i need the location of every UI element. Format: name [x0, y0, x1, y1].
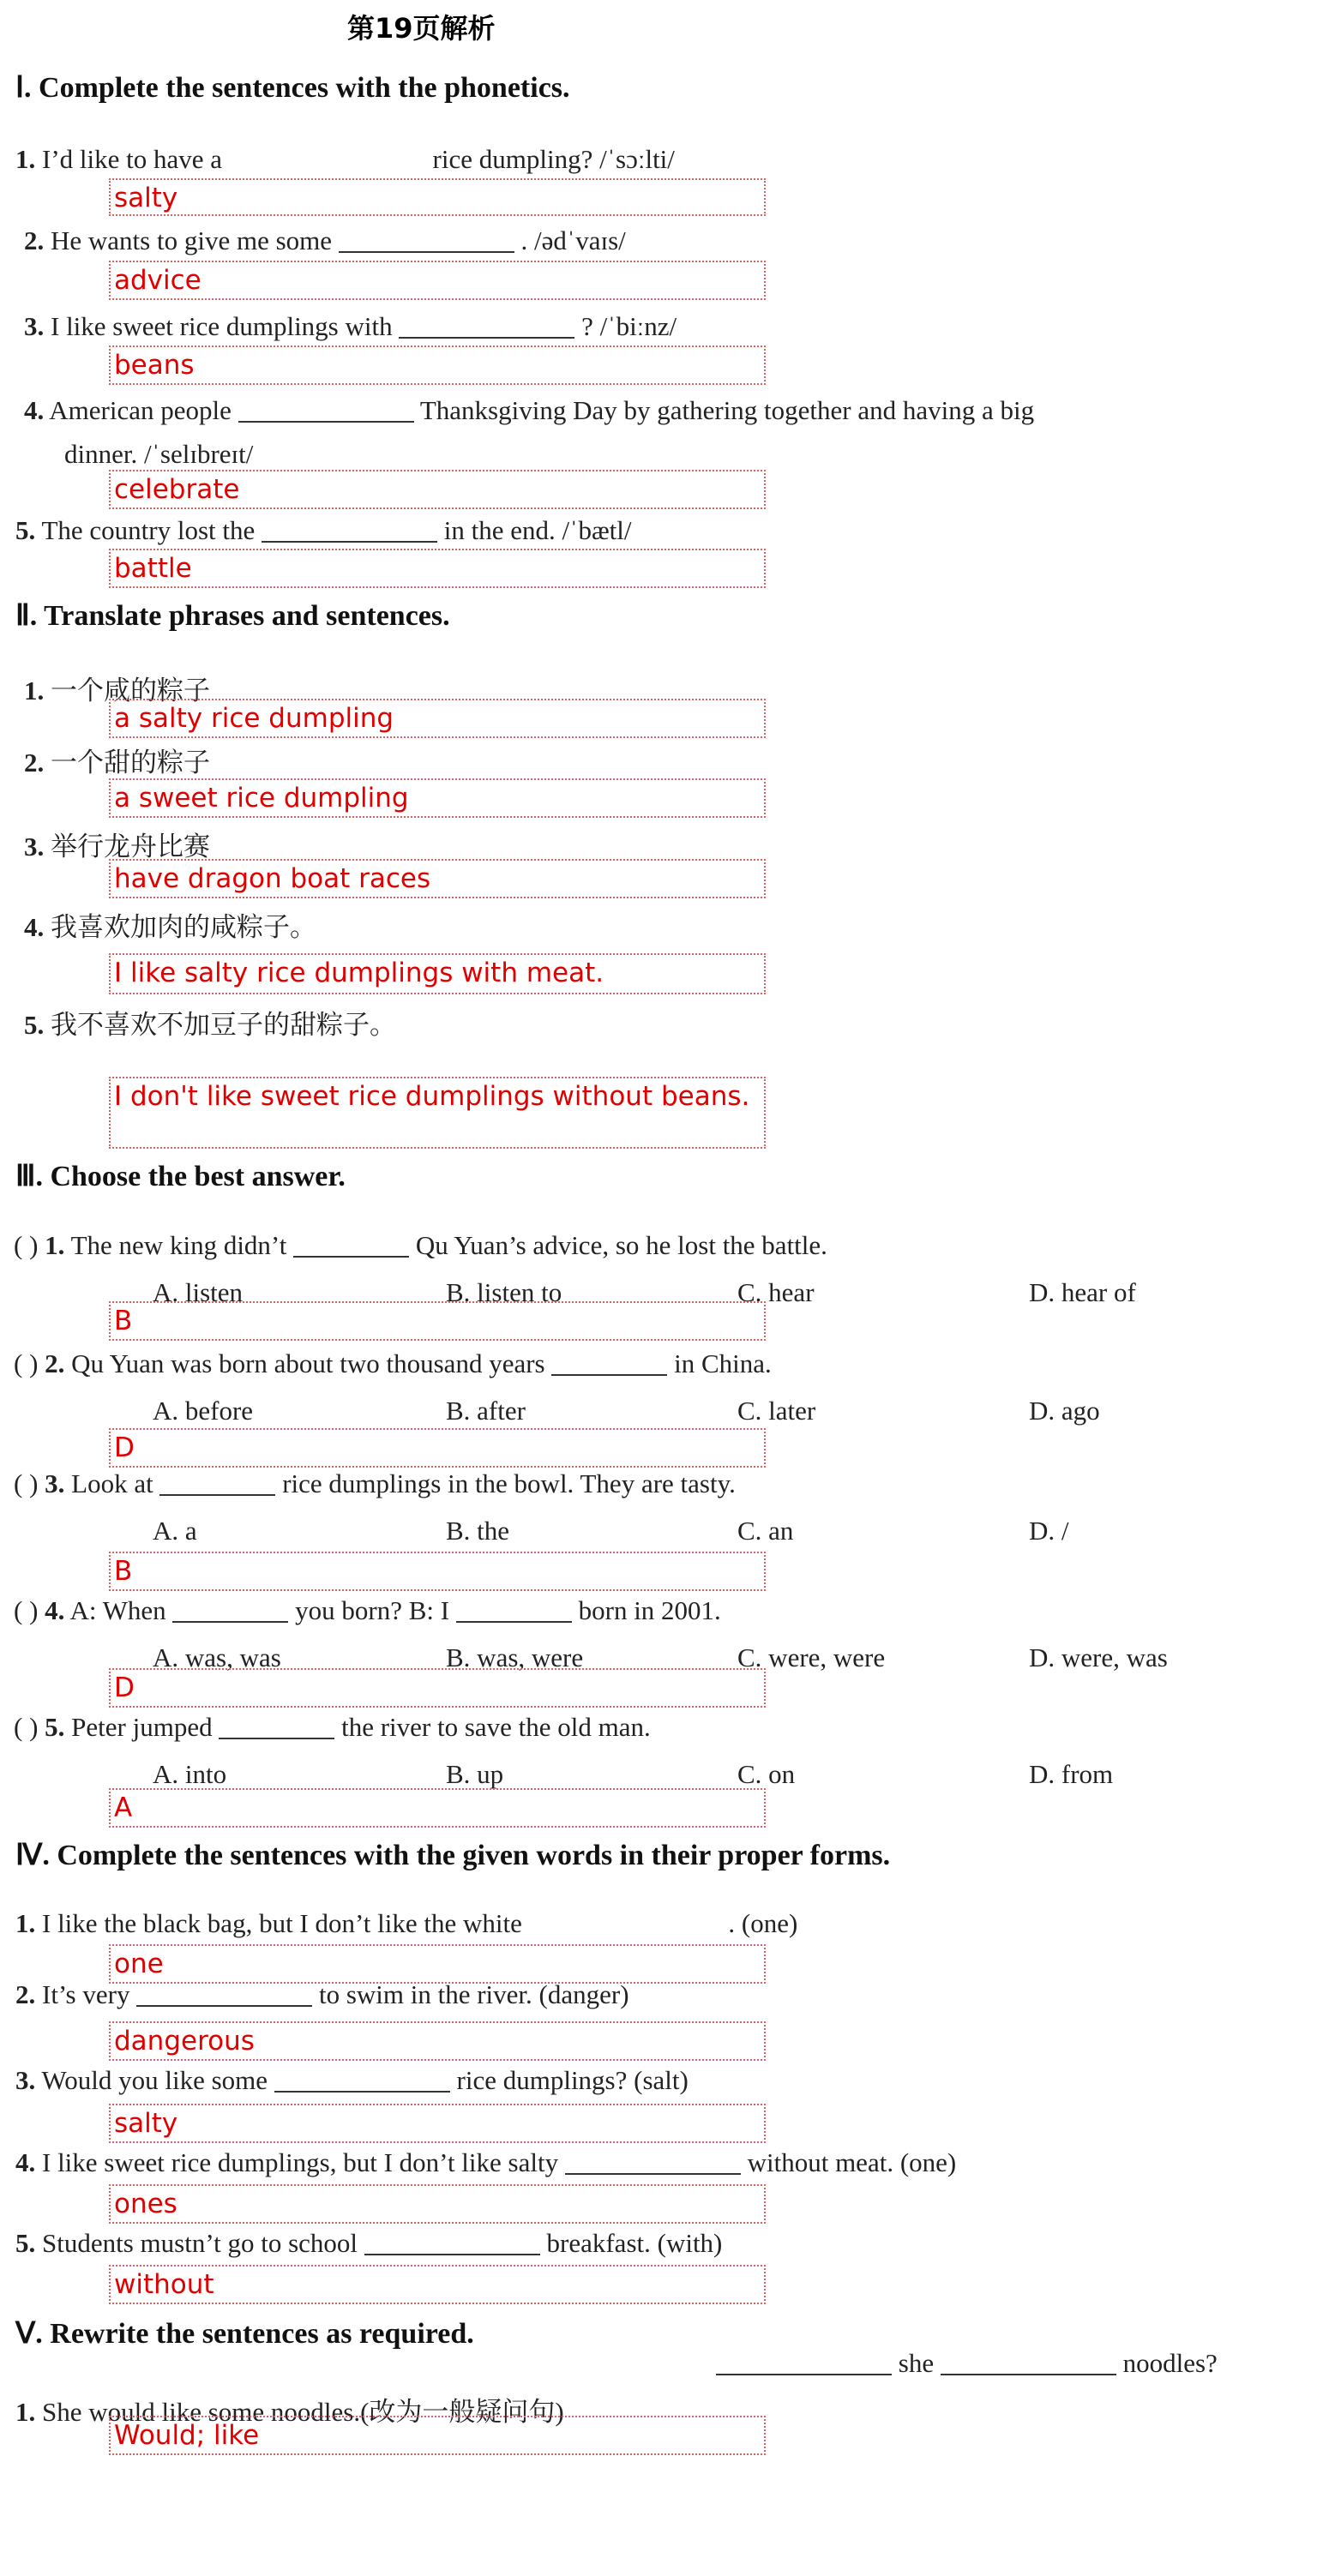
s2-question-4: [24, 905, 316, 944]
answer-box: one: [109, 1944, 766, 1984]
option-a: A. into: [153, 1759, 227, 1789]
s2-question-3: [24, 825, 210, 863]
question-text-post: Thanksgiving Day by gathering together and having a big: [419, 395, 1035, 425]
question-number: 4.: [15, 2147, 36, 2177]
question-text-post: breakfast. (with): [546, 2228, 723, 2258]
question-text-post: rice dumpling? /ˈsɔːlti/: [432, 144, 675, 174]
answer-paren: ( ): [14, 1468, 39, 1498]
question-number: 4.: [24, 395, 45, 425]
answer-blank: [159, 1468, 275, 1496]
question-number: 2.: [24, 748, 45, 778]
answer-box: D: [109, 1428, 766, 1468]
option-b: B. listen to: [446, 1277, 562, 1307]
s4-question-4: [15, 2147, 956, 2178]
section-4-heading: Ⅳ. Complete the sentences with the given words in their proper forms.: [15, 1840, 891, 1871]
answer-blank: [565, 2147, 741, 2175]
answer-blank: [136, 1979, 312, 2007]
question-text-post: in the end. /ˈbætl/: [443, 515, 632, 545]
s3-question-4: [14, 1594, 721, 1626]
question-number: 1.: [24, 676, 45, 706]
question-text-post: born in 2001.: [578, 1595, 721, 1625]
question-text: She would like some noodles.(改为一般疑问句): [42, 2397, 564, 2427]
question-text-mid: you born? B: I: [295, 1595, 450, 1625]
answer-blank: [399, 310, 574, 339]
answer-blank: [551, 1348, 667, 1376]
s1-question-2: [24, 225, 626, 256]
s2-question-2: [24, 741, 210, 779]
section-1-heading: Ⅰ. Complete the sentences with the phonetics.: [15, 72, 570, 104]
answer-box: Would; like: [109, 2416, 766, 2455]
question-text-pre: A: When: [69, 1595, 166, 1625]
question-number: 5.: [15, 515, 36, 545]
question-text-post: . (one): [728, 1908, 798, 1938]
question-text-pre: I like the black bag, but I don’t like the white: [42, 1908, 522, 1938]
option-c: C. an: [737, 1516, 794, 1546]
answer-paren: ( ): [14, 1595, 39, 1625]
option-a: A. listen: [153, 1277, 244, 1307]
answer-box: dangerous: [109, 2021, 766, 2061]
question-text-post: rice dumplings? (salt): [456, 2065, 689, 2095]
option-c: C. were, were: [737, 1642, 886, 1672]
s4-question-1: [15, 1908, 797, 1939]
question-text-post: in China.: [674, 1348, 772, 1378]
question-number: 5.: [45, 1712, 65, 1742]
answer-blank: [172, 1594, 288, 1623]
question-text-pre: The new king didn’t: [70, 1230, 287, 1260]
answer-blank: [274, 2064, 450, 2093]
answer-box: ones: [109, 2184, 766, 2224]
answer-blank: [293, 1229, 409, 1258]
answer-box: without: [109, 2265, 766, 2304]
option-c: C. hear: [737, 1277, 815, 1307]
s4-question-3: [15, 2064, 689, 2096]
question-text-pre: American people: [49, 395, 232, 425]
answer-blank: [339, 225, 514, 253]
answer-box: B: [109, 1301, 766, 1341]
s1-question-4: [24, 394, 1034, 426]
answer-paren: ( ): [14, 1230, 39, 1260]
question-number: 3.: [24, 311, 45, 341]
s3-question-1: [14, 1229, 827, 1261]
s1-question-4-line-2: dinner. /ˈselɪbreɪt/: [64, 439, 254, 469]
question-number: 1.: [15, 144, 36, 174]
s3-question-2: [14, 1348, 772, 1379]
option-b: B. up: [446, 1759, 504, 1789]
question-number: 1.: [15, 2397, 36, 2427]
answer-blank: [716, 2347, 892, 2375]
question-text-pre: Peter jumped: [71, 1712, 213, 1742]
question-number: 2.: [45, 1348, 65, 1378]
answer-blank: [238, 394, 414, 423]
question-number: 1.: [15, 1908, 36, 1938]
answer-paren: ( ): [14, 1712, 39, 1742]
question-text-pre: Look at: [71, 1468, 153, 1498]
option-a: A. was, was: [153, 1642, 281, 1672]
option-b: B. the: [446, 1516, 510, 1546]
option-c: C. later: [737, 1396, 816, 1426]
s4-question-2: [15, 1979, 629, 2010]
question-number: 3.: [24, 832, 45, 862]
question-number: 5.: [24, 1010, 45, 1040]
question-text-pre: I’d like to have a: [42, 144, 223, 174]
rewrite-text-mid: she: [898, 2348, 935, 2378]
question-text-pre: Qu Yuan was born about two thousand years: [71, 1348, 545, 1378]
s1-question-3: [24, 310, 677, 342]
answer-blank: [529, 1909, 722, 1936]
option-a: A. a: [153, 1516, 197, 1546]
question-text: 我不喜欢不加豆子的甜粽子。: [51, 1010, 396, 1040]
option-b: B. was, were: [446, 1642, 584, 1672]
question-number: 2.: [15, 1979, 36, 2009]
s2-question-5: [24, 1003, 396, 1042]
answer-paren: ( ): [14, 1348, 39, 1378]
option-d: D. hear of: [1029, 1277, 1136, 1307]
answer-box: I don't like sweet rice dumplings without beans.: [109, 1077, 766, 1149]
answer-blank: [364, 2227, 540, 2255]
answer-box: salty: [109, 178, 766, 216]
question-number: 3.: [15, 2065, 36, 2095]
answer-box: battle: [109, 549, 766, 588]
question-number: 4.: [45, 1595, 65, 1625]
question-number: 1.: [45, 1230, 65, 1260]
question-text-pre: I like sweet rice dumplings, but I don’t like salty: [42, 2147, 559, 2177]
question-text-post: the river to save the old man.: [341, 1712, 651, 1742]
s1-question-5: [15, 514, 631, 546]
s4-question-5: [15, 2227, 722, 2259]
answer-blank: [941, 2347, 1116, 2375]
question-text-pre: Students mustn’t go to school: [42, 2228, 358, 2258]
answer-box: a salty rice dumpling: [109, 699, 766, 738]
question-text: 一个咸的粽子: [51, 676, 210, 706]
answer-box: beans: [109, 345, 766, 385]
question-text-post: to swim in the river. (danger): [318, 1979, 629, 2009]
question-text-post: Qu Yuan’s advice, so he lost the battle.: [415, 1230, 827, 1260]
option-b: B. after: [446, 1396, 526, 1426]
question-number: 4.: [24, 912, 45, 942]
answer-box: B: [109, 1552, 766, 1591]
option-a: A. before: [153, 1396, 254, 1426]
section-3-heading: Ⅲ. Choose the best answer.: [15, 1161, 346, 1192]
answer-box: advice: [109, 261, 766, 300]
rewrite-text-post: noodles?: [1122, 2348, 1218, 2378]
option-c: C. on: [737, 1759, 796, 1789]
answer-blank: [229, 145, 426, 171]
question-text-post: rice dumplings in the bowl. They are tasty.: [282, 1468, 736, 1498]
question-text: 我喜欢加肉的咸粽子。: [51, 912, 316, 942]
answer-blank: [456, 1594, 572, 1623]
question-number: 2.: [24, 225, 45, 255]
question-number: 5.: [15, 2228, 36, 2258]
question-text-post: without meat. (one): [747, 2147, 957, 2177]
option-d: D. /: [1029, 1516, 1069, 1546]
question-text-pre: He wants to give me some: [51, 225, 333, 255]
question-text: 举行龙舟比赛: [51, 832, 210, 862]
answer-box: celebrate: [109, 470, 766, 509]
section-5-heading: Ⅴ. Rewrite the sentences as required.: [15, 2318, 474, 2350]
question-text-pre: The country lost the: [41, 515, 256, 545]
page-title: 第19页解析: [347, 12, 496, 45]
question-text: 一个甜的粽子: [51, 748, 210, 778]
question-text-pre: I like sweet rice dumplings with: [51, 311, 393, 341]
answer-box: A: [109, 1788, 766, 1828]
answer-blank: [262, 514, 437, 543]
answer-box: I like salty rice dumplings with meat.: [109, 953, 766, 994]
section-2-heading: Ⅱ. Translate phrases and sentences.: [15, 600, 450, 632]
s3-question-3: [14, 1468, 736, 1499]
s5-rewrite-target: [716, 2347, 1218, 2379]
answer-box: D: [109, 1668, 766, 1708]
answer-box: a sweet rice dumpling: [109, 778, 766, 818]
question-text-post: ? /ˈbiːnz/: [581, 311, 677, 341]
s3-question-5: [14, 1711, 651, 1743]
answer-box: salty: [109, 2104, 766, 2143]
answer-blank: [219, 1711, 334, 1739]
option-d: D. from: [1029, 1759, 1114, 1789]
question-text-pre: It’s very: [42, 1979, 130, 2009]
s1-question-1: [15, 144, 675, 175]
question-text-pre: Would you like some: [41, 2065, 268, 2095]
option-d: D. were, was: [1029, 1642, 1168, 1672]
question-number: 3.: [45, 1468, 65, 1498]
answer-box: have dragon boat races: [109, 859, 766, 898]
question-text-post: . /ədˈvaɪs/: [520, 225, 626, 255]
option-d: D. ago: [1029, 1396, 1100, 1426]
